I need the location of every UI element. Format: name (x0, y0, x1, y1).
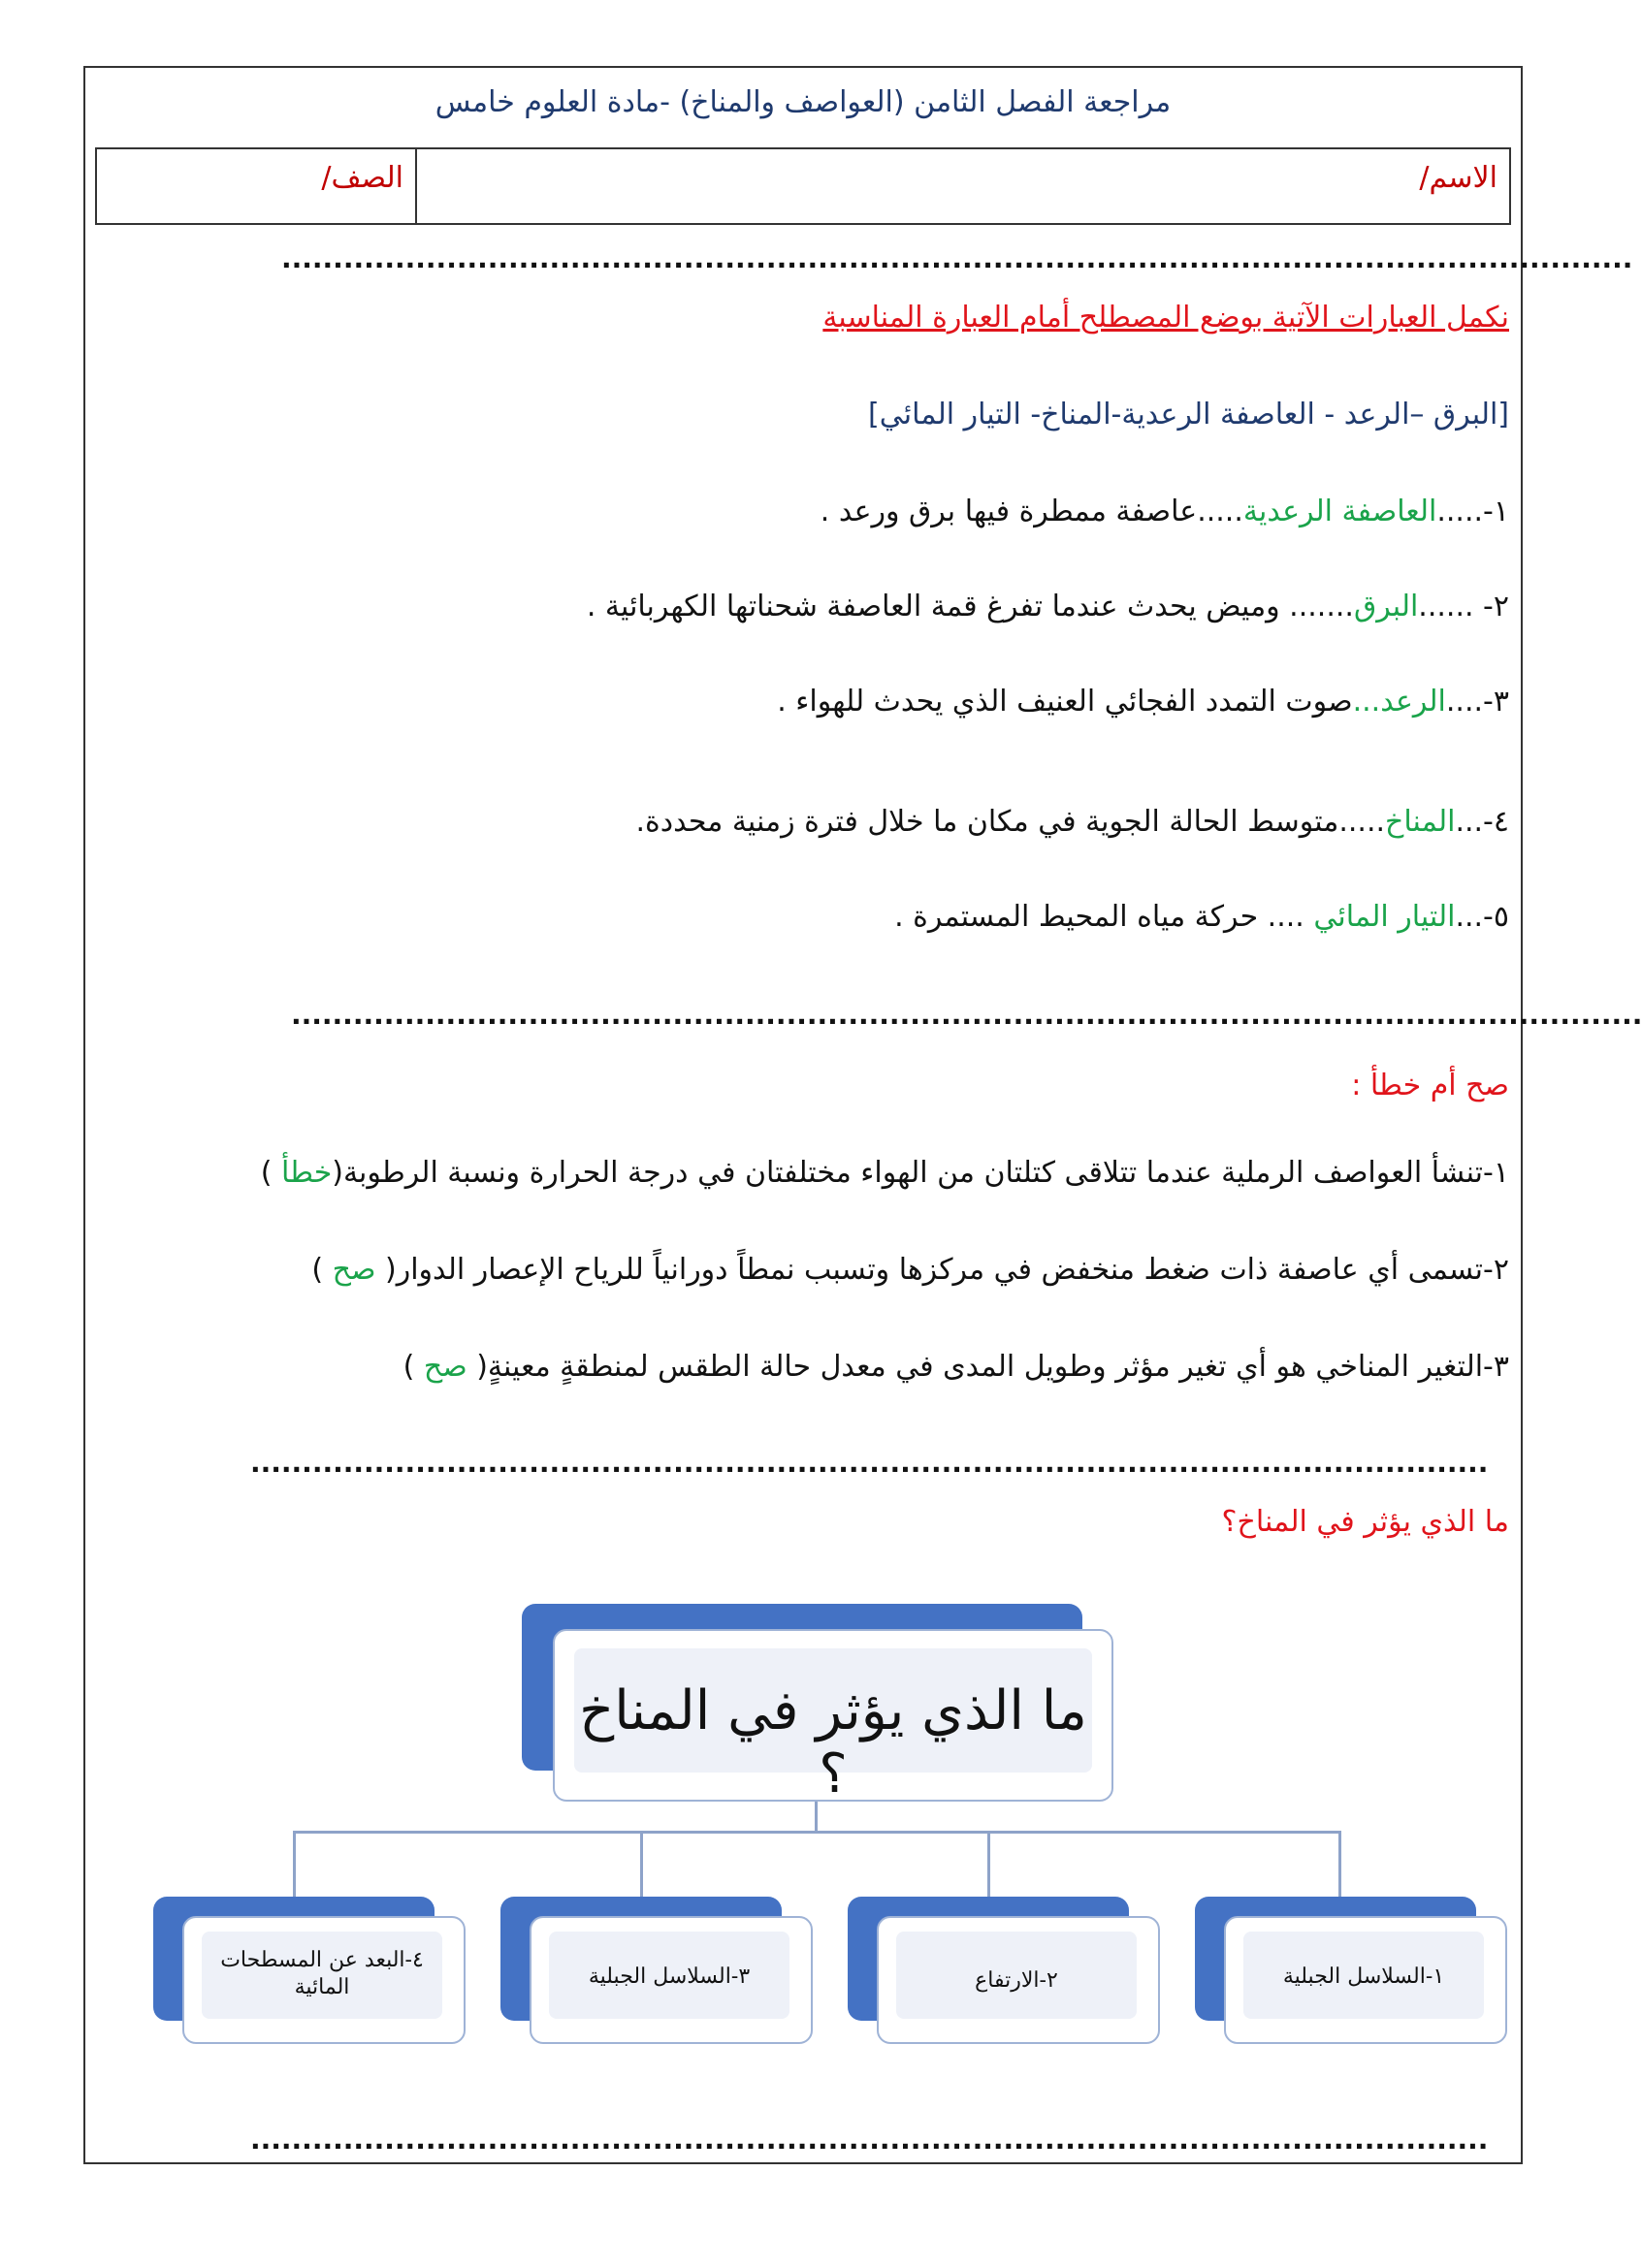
child-1-label: ١-السلاسل الجبلية (1282, 1965, 1445, 1989)
tf-item-3 (403, 1350, 1509, 1384)
section3-heading: ما الذي يؤثر في المناخ؟ (1221, 1505, 1509, 1539)
name-field[interactable]: الاسم/ (415, 149, 1509, 223)
page-frame (83, 66, 1642, 2164)
tf-text: ٣-التغير المناخي هو أي تغير مؤثر وطويل المدى في معدل حالة الطقس لمنطقةٍ معينةٍ( (467, 1350, 1509, 1384)
connector-4 (293, 1831, 296, 1897)
section1-heading: نكمل العبارات الآتية بوضع المصطلح أمام العبارة المناسبة (822, 301, 1509, 335)
child-2-label: ٢-الارتفاع (975, 1968, 1058, 1993)
connector-bar (293, 1831, 1340, 1834)
item-prefix: ١-..... (1436, 495, 1509, 528)
section1-terms: [البرق –الرعد - العاصفة الرعدية-المناخ- التيار المائي] (868, 398, 1509, 431)
connector-2 (987, 1831, 990, 1897)
tf-close: ) (402, 1350, 424, 1384)
item-prefix: ٣-.... (1445, 685, 1509, 719)
class-field[interactable]: الصف/ (321, 161, 403, 195)
item-answer: العاصفة الرعدية (1242, 495, 1437, 528)
page-title: مراجعة الفصل الثامن (العواصف والمناخ) -مادة العلوم خامس (435, 85, 1172, 119)
item-text: صوت التمدد الفجائي العنيف الذي يحدث للهواء . (777, 685, 1353, 719)
item-text: .....متوسط الحالة الجوية في مكان ما خلال فترة زمنية محددة. (635, 805, 1386, 839)
tf-answer: صح (423, 1350, 467, 1384)
fill-item-1 (821, 495, 1509, 528)
tf-item-2 (311, 1253, 1509, 1287)
child-3-label: ٣-السلاسل الجبلية (588, 1965, 751, 1989)
separator-3: ........................................................................................................................ (250, 1447, 1489, 1479)
item-answer: البرق (1353, 590, 1419, 623)
separator-2: ................................................................................................................................... (291, 999, 1642, 1031)
fill-item-2 (587, 590, 1509, 623)
fill-item-4 (636, 805, 1509, 839)
item-text: ....... وميض يحدث عندما تفرغ قمة العاصفة شحناتها الكهربائية . (586, 590, 1354, 623)
item-answer: التيار المائي (1313, 900, 1456, 934)
item-answer: المناخ (1385, 805, 1456, 839)
connector-3 (640, 1831, 643, 1897)
child-4-label: ٤-البعد عن المسطحات المائية (220, 1948, 424, 1999)
tf-text: ١-تنشأ العواصف الرملية عندما تتلاقى كتلتان من الهواء مختلفتان في درجة الحرارة ونسبة الرطوبة( (332, 1156, 1509, 1190)
tf-close: ) (311, 1253, 333, 1287)
root-label: ما الذي يؤثر في المناخ ؟ (579, 1679, 1087, 1805)
fill-item-5 (894, 900, 1509, 934)
tf-answer: خطأ (280, 1156, 333, 1190)
connector-1 (1338, 1831, 1341, 1897)
tf-answer: صح (332, 1253, 376, 1287)
item-answer: الرعد... (1352, 685, 1446, 719)
item-prefix: ٥-... (1455, 900, 1509, 934)
connector-trunk (815, 1802, 818, 1833)
tf-item-1 (261, 1156, 1509, 1190)
item-prefix: ٤-... (1455, 805, 1509, 839)
item-text: .....عاصفة ممطرة فيها برق ورعد . (820, 495, 1243, 528)
item-prefix: ٢- ...... (1418, 590, 1509, 623)
separator-4: ........................................................................................................................ (250, 2124, 1489, 2156)
fill-item-3 (777, 685, 1509, 719)
separator-1: ................................................................................................................................... (281, 242, 1633, 274)
item-text: .... حركة مياه المحيط المستمرة . (894, 900, 1314, 934)
student-info-table (95, 147, 1511, 225)
tf-close: ) (260, 1156, 281, 1190)
section2-heading: صح أم خطأ : (1351, 1069, 1509, 1102)
tf-text: ٢-تسمى أي عاصفة ذات ضغط منخفض في مركزها وتسبب نمطاً دورانياً للرياح الإعصار الدوار( (375, 1253, 1509, 1287)
